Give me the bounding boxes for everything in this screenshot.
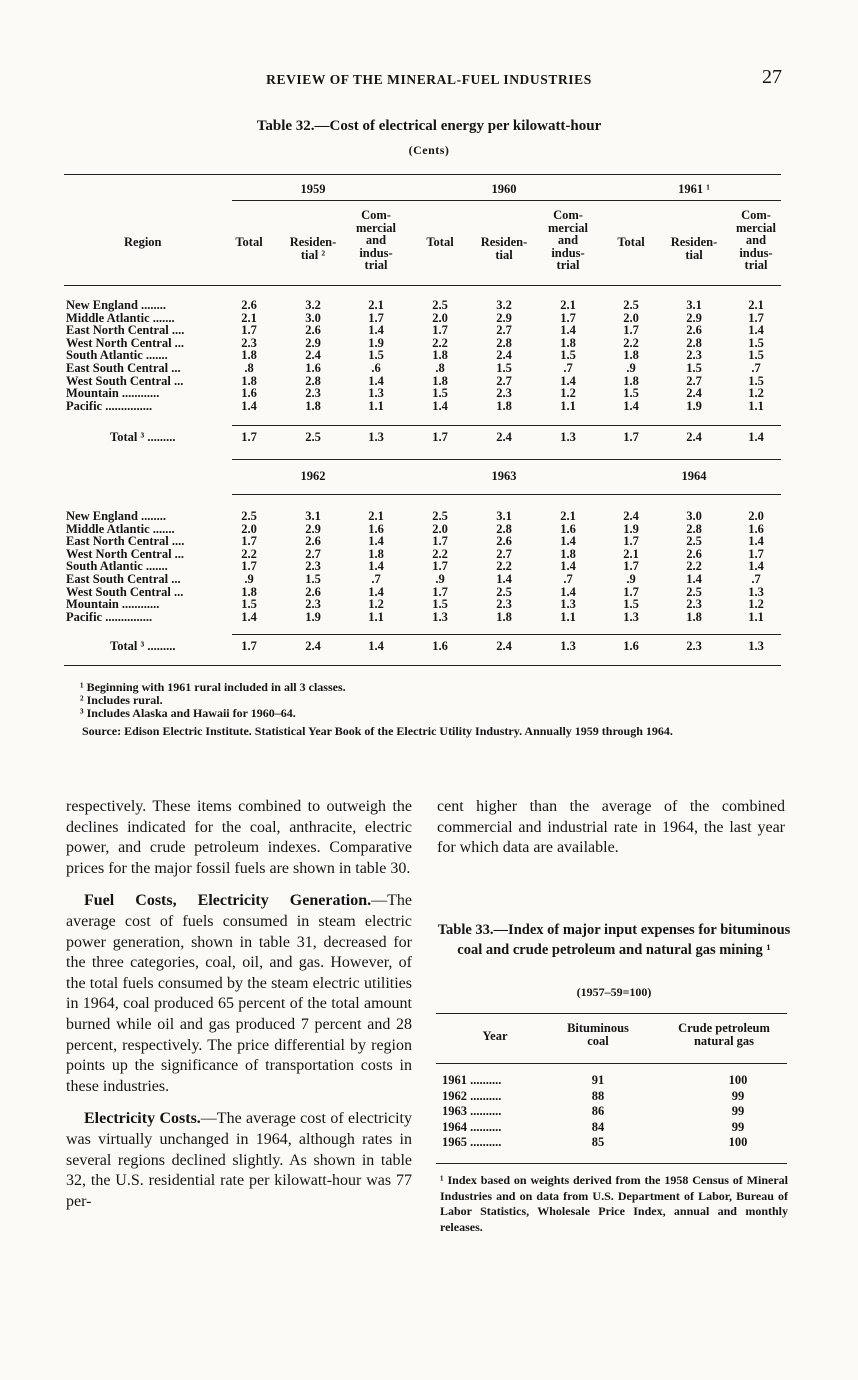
table-cell: 2.5 bbox=[686, 534, 702, 549]
table32-unit: (Cents) bbox=[408, 143, 450, 157]
heading-fuel-costs: Fuel Costs, Electricity Generation. bbox=[84, 892, 372, 910]
region-label: Middle Atlantic ....... bbox=[66, 521, 175, 536]
table-cell: 1.9 bbox=[305, 609, 321, 624]
table-cell: 2.0 bbox=[432, 521, 448, 536]
table33-year-cell: 1961 .......... bbox=[442, 1073, 502, 1087]
year-header-bottom: 1964 bbox=[681, 469, 707, 483]
table-cell: 1.5 bbox=[368, 348, 384, 363]
table-cell: 1.4 bbox=[748, 559, 764, 574]
table-cell: 1.8 bbox=[496, 609, 512, 624]
table-cell: 2.8 bbox=[686, 335, 702, 350]
column-header-commercial-industrial: Com- mercial and indus- trial bbox=[735, 208, 777, 272]
column-header-commercial-industrial: Com- mercial and indus- trial bbox=[547, 208, 589, 272]
column-header-total: Total bbox=[426, 235, 454, 249]
table32-total-rule-2 bbox=[232, 634, 781, 635]
table-cell: .8 bbox=[244, 361, 254, 375]
table-cell: 1.6 bbox=[241, 386, 257, 401]
table-cell: 2.1 bbox=[623, 546, 639, 561]
column-header-total: Total bbox=[617, 235, 645, 249]
paragraph-respectively: respectively. These items combined to outweigh the declines indicated for the coal, anthracite, electric power, and crude petroleum indexes. Comparative prices for the major fossil fuels are shown in table 30. bbox=[66, 798, 412, 877]
left-column bbox=[66, 797, 412, 1224]
region-label-total: Total ³ ......... bbox=[110, 639, 176, 653]
table-cell: 2.7 bbox=[496, 373, 512, 388]
table-cell-total: 1.7 bbox=[241, 430, 257, 444]
table-cell: 1.5 bbox=[305, 572, 321, 586]
table-cell: 1.8 bbox=[686, 609, 702, 624]
table-cell: 1.7 bbox=[560, 310, 576, 325]
table-cell: 1.9 bbox=[368, 335, 384, 350]
table-cell: 1.8 bbox=[241, 348, 257, 363]
table33-year-cell: 1964 .......... bbox=[442, 1119, 502, 1134]
year-header-top: 1960 bbox=[491, 182, 517, 196]
table-cell: 1.7 bbox=[623, 534, 639, 549]
region-label: Mountain ............ bbox=[66, 386, 160, 401]
table-cell: .9 bbox=[626, 572, 636, 586]
table-cell: 3.0 bbox=[686, 509, 702, 523]
table-cell: 1.4 bbox=[748, 534, 764, 549]
column-header-residential: Residen- tial ² bbox=[289, 235, 337, 262]
table-cell: .9 bbox=[626, 361, 636, 375]
table-cell: 1.9 bbox=[686, 398, 702, 413]
table-cell: 1.4 bbox=[368, 534, 384, 549]
table-cell-total: 2.4 bbox=[686, 430, 702, 444]
table-cell: 1.3 bbox=[623, 609, 639, 624]
table-cell-total: 2.5 bbox=[305, 430, 321, 444]
column-header-total: Total bbox=[235, 235, 263, 249]
region-label-total: Total ³ ......... bbox=[110, 430, 176, 444]
table-cell: 1.1 bbox=[560, 609, 576, 624]
table-cell: 2.6 bbox=[496, 534, 512, 549]
table-cell: 1.4 bbox=[560, 584, 576, 599]
table-cell: .7 bbox=[563, 361, 573, 375]
table32-mid-rule bbox=[232, 459, 781, 460]
table-cell: 2.1 bbox=[748, 298, 764, 312]
table-cell: 1.8 bbox=[623, 373, 639, 388]
table-cell-total: 1.6 bbox=[432, 639, 448, 653]
table-cell: 1.4 bbox=[560, 323, 576, 338]
table-cell: 2.7 bbox=[496, 323, 512, 338]
coal-header-line-1: Bituminous bbox=[567, 1021, 629, 1035]
region-label: New England ........ bbox=[66, 509, 167, 523]
table-cell-total: 2.4 bbox=[305, 639, 321, 653]
table-cell: 2.2 bbox=[432, 335, 448, 350]
year-header-top: 1961 ¹ bbox=[678, 182, 710, 196]
table33-coal-cell: 88 bbox=[591, 1088, 605, 1103]
table-cell: 1.7 bbox=[432, 323, 448, 338]
table-cell: 1.4 bbox=[686, 572, 702, 586]
table-cell: 1.3 bbox=[368, 386, 384, 401]
table-cell: 2.6 bbox=[686, 323, 702, 338]
table33-year-cell: 1962 .......... bbox=[442, 1088, 502, 1103]
table33-coal-cell: 91 bbox=[591, 1073, 605, 1087]
column-header-residential: Residen- tial bbox=[480, 235, 528, 262]
table-cell: 2.3 bbox=[686, 348, 702, 363]
table-cell-total: 1.3 bbox=[748, 639, 764, 653]
table-cell: 1.1 bbox=[748, 609, 764, 624]
region-label: East North Central .... bbox=[66, 534, 185, 549]
table-cell: 1.7 bbox=[432, 534, 448, 549]
table-cell: 1.5 bbox=[241, 597, 257, 612]
table-cell: 3.1 bbox=[305, 509, 321, 523]
running-header: REVIEW OF THE MINERAL-FUEL INDUSTRIES bbox=[266, 72, 592, 87]
table-cell: 2.7 bbox=[305, 546, 321, 561]
table-cell: 2.3 bbox=[305, 386, 321, 401]
table-cell: 2.6 bbox=[686, 546, 702, 561]
region-label: West North Central ... bbox=[66, 546, 185, 561]
table-cell: 1.7 bbox=[368, 310, 384, 325]
table-cell: 1.7 bbox=[432, 559, 448, 574]
table-cell: .7 bbox=[563, 572, 573, 586]
table-cell: 1.6 bbox=[305, 361, 321, 375]
table-cell: 1.4 bbox=[432, 398, 448, 413]
table-cell: 1.2 bbox=[368, 597, 384, 612]
paragraph-fuel-costs bbox=[66, 891, 412, 1097]
table-cell: 1.4 bbox=[748, 323, 764, 338]
table-cell: 2.3 bbox=[496, 386, 512, 401]
table-cell-total: 1.7 bbox=[623, 430, 639, 444]
table-cell-total: 1.4 bbox=[368, 639, 384, 653]
table-cell: 2.0 bbox=[748, 509, 764, 523]
region-label: Pacific ............... bbox=[66, 609, 153, 624]
table-cell: 2.2 bbox=[496, 559, 512, 574]
table33-crude-cell: 100 bbox=[728, 1073, 748, 1087]
table-cell: 1.4 bbox=[623, 398, 639, 413]
table-cell: 2.5 bbox=[496, 584, 512, 599]
table-cell: 1.7 bbox=[623, 323, 639, 338]
table-cell: 2.2 bbox=[623, 335, 639, 350]
table33-coal-cell: 86 bbox=[591, 1104, 605, 1118]
table-cell: 1.5 bbox=[748, 335, 764, 350]
table-cell: 1.2 bbox=[748, 597, 764, 612]
table-cell: 1.5 bbox=[432, 386, 448, 401]
table-cell: 1.4 bbox=[241, 398, 257, 413]
table32-title: Table 32.—Cost of electrical energy per kilowatt-hour bbox=[256, 118, 602, 134]
table-cell: 1.5 bbox=[686, 361, 702, 375]
table-cell: 1.8 bbox=[560, 546, 576, 561]
table-cell: 2.5 bbox=[623, 298, 639, 312]
table-cell: 1.5 bbox=[560, 348, 576, 363]
table-cell: 1.7 bbox=[623, 559, 639, 574]
table-cell: 1.8 bbox=[432, 373, 448, 388]
table-cell: 1.6 bbox=[748, 521, 764, 536]
table-cell: 2.8 bbox=[496, 335, 512, 350]
table-cell: 2.9 bbox=[305, 521, 321, 536]
table-cell: 1.7 bbox=[241, 559, 257, 574]
table-cell: 2.3 bbox=[305, 597, 321, 612]
table33-header-rule bbox=[436, 1063, 787, 1064]
table-cell: 2.5 bbox=[432, 509, 448, 523]
region-label: Mountain ............ bbox=[66, 597, 160, 612]
paragraph-cent-higher: cent higher than the average of the combined commercial and industrial rate in 1964, the last year for which data are available. bbox=[437, 798, 785, 857]
table-cell-total: 1.3 bbox=[560, 430, 576, 444]
paragraph-fuel-costs-text: —The average cost of fuels consumed in steam electric power generation, shown in table 31, decreased for the three categories, coal, oil, and gas. However, of the total fuels consumed by the steam electric utilities in 1964, coal produced 65 percent of the total amount burned while oil and gas produced 7 percent and 28 percent, respectively. The price differential by region points up the significance of transportation costs in these industries. bbox=[66, 892, 412, 1095]
table-cell: 2.2 bbox=[241, 546, 257, 561]
table-cell: 2.0 bbox=[623, 310, 639, 325]
table-cell: 2.1 bbox=[368, 298, 384, 312]
table-cell: 3.1 bbox=[496, 509, 512, 523]
table-cell: 2.1 bbox=[368, 509, 384, 523]
paragraph-electricity-costs-text: —The average cost of electricity was virtually unchanged in 1964, although rates in several regions declined slightly. As shown in table 32, the U.S. residential rate per kilowatt-hour was 77 per- bbox=[66, 1110, 413, 1210]
year-header-bottom: 1962 bbox=[300, 469, 326, 483]
table-cell-total: 1.7 bbox=[241, 639, 257, 653]
table-cell: 1.8 bbox=[241, 584, 257, 599]
table-cell: 2.0 bbox=[432, 310, 448, 325]
table-cell: 1.8 bbox=[560, 335, 576, 350]
table-cell: .7 bbox=[371, 572, 381, 586]
table-cell: 2.8 bbox=[496, 521, 512, 536]
region-label: West South Central ... bbox=[66, 373, 184, 388]
table33-coal-header bbox=[567, 1022, 629, 1048]
region-label: Pacific ............... bbox=[66, 398, 153, 413]
table-cell: 2.8 bbox=[305, 373, 321, 388]
table33-coal-cell: 85 bbox=[591, 1135, 605, 1149]
table-cell: 2.3 bbox=[686, 597, 702, 612]
table-cell-total: 1.3 bbox=[368, 430, 384, 444]
table-cell: 2.5 bbox=[432, 298, 448, 312]
table-cell: 1.8 bbox=[623, 348, 639, 363]
table33-crude-header bbox=[678, 1022, 770, 1048]
table-cell: 2.2 bbox=[686, 559, 702, 574]
table33-crude-cell: 100 bbox=[728, 1135, 748, 1149]
table33-footnote: ¹ Index based on weights derived from the 1958 Census of Mineral Industries and on data from U.S. Department of Labor, Bureau of Labor Statistics, Wholesale Price Index, annual and monthly releases. bbox=[440, 1173, 788, 1234]
table-cell: 2.1 bbox=[241, 310, 257, 325]
region-label: South Atlantic ....... bbox=[66, 559, 168, 574]
table-cell: 1.8 bbox=[432, 348, 448, 363]
table-cell: 1.3 bbox=[560, 597, 576, 612]
table-cell-total: 2.4 bbox=[496, 639, 512, 653]
table33-crude-cell: 99 bbox=[731, 1088, 745, 1103]
table-cell: 2.2 bbox=[432, 546, 448, 561]
table-cell: 1.8 bbox=[241, 373, 257, 388]
crude-header-line-1: Crude petroleum bbox=[678, 1021, 770, 1035]
table-cell: 1.5 bbox=[432, 597, 448, 612]
table-cell: 2.9 bbox=[496, 310, 512, 325]
table-cell: 2.7 bbox=[686, 373, 702, 388]
table32-footnote-1: ¹ Beginning with 1961 rural included in all 3 classes. bbox=[80, 680, 346, 694]
table32-footnote-2: ² Includes rural. bbox=[80, 693, 163, 707]
table-cell: 2.4 bbox=[305, 348, 321, 363]
table-cell: 1.6 bbox=[560, 521, 576, 536]
table-cell: 1.5 bbox=[748, 373, 764, 388]
table-cell: 1.4 bbox=[496, 572, 512, 586]
table-cell: 1.5 bbox=[748, 348, 764, 363]
table-cell: 1.4 bbox=[560, 559, 576, 574]
table-cell-total: 1.4 bbox=[748, 430, 764, 444]
table-cell: 2.4 bbox=[496, 348, 512, 363]
table-cell: .9 bbox=[435, 572, 445, 586]
table32-source: Source: Edison Electric Institute. Statistical Year Book of the Electric Utility Industry. Annually 1959 through 1964. bbox=[82, 724, 673, 738]
right-column bbox=[437, 797, 785, 871]
table-cell: 2.4 bbox=[623, 509, 639, 523]
table-cell: 1.8 bbox=[305, 398, 321, 413]
table-cell: 1.5 bbox=[496, 361, 512, 375]
table-cell: 1.7 bbox=[241, 534, 257, 549]
table-cell: 2.8 bbox=[686, 521, 702, 536]
table-cell: 2.0 bbox=[241, 521, 257, 536]
table33-year-cell: 1965 .......... bbox=[442, 1135, 502, 1149]
table-cell: 1.7 bbox=[623, 584, 639, 599]
table-cell: 1.4 bbox=[560, 373, 576, 388]
table33-crude-cell: 99 bbox=[731, 1119, 745, 1134]
table-cell: 2.4 bbox=[686, 386, 702, 401]
table-cell: 2.7 bbox=[496, 546, 512, 561]
table-cell: 2.6 bbox=[305, 323, 321, 338]
table-cell: 2.3 bbox=[496, 597, 512, 612]
table-cell: 1.4 bbox=[560, 534, 576, 549]
region-label: East North Central .... bbox=[66, 323, 185, 338]
table32-footnote-3: ³ Includes Alaska and Hawaii for 1960–64. bbox=[80, 706, 296, 720]
table33-year-header: Year bbox=[482, 1029, 508, 1043]
table33-unit: (1957–59=100) bbox=[576, 985, 652, 999]
year-header-top: 1959 bbox=[300, 182, 326, 196]
region-label: Middle Atlantic ....... bbox=[66, 310, 175, 325]
table-cell: 3.0 bbox=[305, 310, 321, 325]
table32-top-rule bbox=[64, 174, 781, 175]
table-cell-total: 1.6 bbox=[623, 639, 639, 653]
table-cell: 2.9 bbox=[305, 335, 321, 350]
table-cell: 3.2 bbox=[305, 298, 321, 312]
table33-crude-cell: 99 bbox=[731, 1104, 745, 1118]
table-cell: 1.3 bbox=[432, 609, 448, 624]
table-cell-total: 1.3 bbox=[560, 639, 576, 653]
region-label: East South Central ... bbox=[66, 572, 181, 586]
region-column-header: Region bbox=[124, 235, 162, 249]
region-label: New England ........ bbox=[66, 298, 167, 312]
column-header-commercial-industrial: Com- mercial and indus- trial bbox=[355, 208, 397, 272]
year-header-bottom: 1963 bbox=[491, 469, 517, 483]
table33-top-rule bbox=[436, 1013, 787, 1014]
table32-header-rule bbox=[64, 285, 781, 286]
table-cell: 1.5 bbox=[623, 386, 639, 401]
table32-year-rule-2 bbox=[232, 494, 781, 495]
table-cell: .7 bbox=[751, 572, 761, 586]
table-cell: 1.8 bbox=[496, 398, 512, 413]
table33-year-cell: 1963 .......... bbox=[442, 1104, 502, 1118]
table-cell: 1.1 bbox=[748, 398, 764, 413]
table-cell: 2.1 bbox=[560, 509, 576, 523]
table-cell: 2.6 bbox=[305, 534, 321, 549]
table33-coal-cell: 84 bbox=[591, 1119, 605, 1134]
table-cell: 1.2 bbox=[748, 386, 764, 401]
table-cell: .8 bbox=[435, 361, 445, 375]
table33-bottom-rule bbox=[436, 1163, 787, 1164]
table-cell-total: 2.3 bbox=[686, 639, 702, 653]
table-cell: 1.1 bbox=[560, 398, 576, 413]
table-cell: 1.7 bbox=[748, 546, 764, 561]
table-cell: 3.2 bbox=[496, 298, 512, 312]
table-cell: 1.5 bbox=[623, 597, 639, 612]
table-cell: .7 bbox=[751, 361, 761, 375]
table-cell: .6 bbox=[371, 361, 381, 375]
table-cell: 3.1 bbox=[686, 298, 702, 312]
table-cell: 2.5 bbox=[241, 509, 257, 523]
table-cell: 1.7 bbox=[748, 310, 764, 325]
table-cell: 2.9 bbox=[686, 310, 702, 325]
page-number: 27 bbox=[762, 66, 782, 88]
table-cell: 1.7 bbox=[432, 584, 448, 599]
table-cell: 2.3 bbox=[305, 559, 321, 574]
table32-bottom-rule bbox=[64, 665, 781, 666]
table-cell: 1.1 bbox=[368, 609, 384, 624]
table-cell: 1.2 bbox=[560, 386, 576, 401]
region-label: West North Central ... bbox=[66, 335, 185, 350]
table-cell: 2.5 bbox=[686, 584, 702, 599]
coal-header-line-2: coal bbox=[587, 1034, 609, 1048]
table-cell: 1.4 bbox=[241, 609, 257, 624]
table-cell: .9 bbox=[244, 572, 254, 586]
table-cell: 1.6 bbox=[368, 521, 384, 536]
table33-title: Table 33.—Index of major input expenses for bituminous coal and crude petroleum and natural gas mining ¹ bbox=[437, 922, 791, 958]
table-cell: 1.3 bbox=[748, 584, 764, 599]
paragraph-electricity-costs bbox=[66, 1109, 412, 1212]
table-cell: 2.1 bbox=[560, 298, 576, 312]
table-cell: 1.9 bbox=[623, 521, 639, 536]
column-header-residential: Residen- tial bbox=[670, 235, 718, 262]
table-cell-total: 2.4 bbox=[496, 430, 512, 444]
table-cell: 1.1 bbox=[368, 398, 384, 413]
table32-year-rule bbox=[232, 200, 781, 201]
table-cell: 2.6 bbox=[241, 298, 257, 312]
heading-electricity-costs: Electricity Costs. bbox=[84, 1110, 201, 1128]
table-cell: 2.3 bbox=[241, 335, 257, 350]
table-cell: 2.6 bbox=[305, 584, 321, 599]
crude-header-line-2: natural gas bbox=[693, 1034, 755, 1048]
region-label: West South Central ... bbox=[66, 584, 184, 599]
table-cell: 1.4 bbox=[368, 323, 384, 338]
region-label: South Atlantic ....... bbox=[66, 348, 168, 363]
region-label: East South Central ... bbox=[66, 361, 181, 375]
table-cell-total: 1.7 bbox=[432, 430, 448, 444]
table-cell: 1.4 bbox=[368, 584, 384, 599]
table-cell: 1.4 bbox=[368, 373, 384, 388]
table-cell: 1.7 bbox=[241, 323, 257, 338]
table-cell: 1.4 bbox=[368, 559, 384, 574]
table-cell: 1.8 bbox=[368, 546, 384, 561]
table32-total-rule-1 bbox=[232, 425, 781, 426]
